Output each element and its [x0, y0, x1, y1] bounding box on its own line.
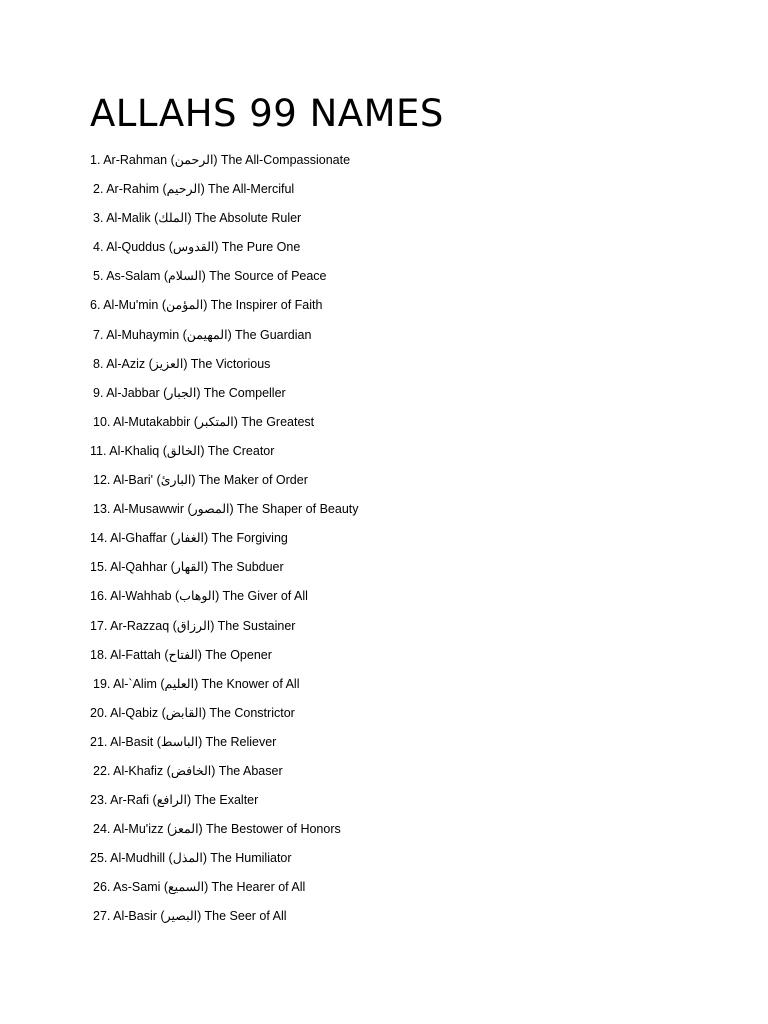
list-item: 19. Al-`Alim (العليم) The Knower of All	[93, 676, 300, 691]
list-item: 1. Ar-Rahman (الرحمن) The All-Compassionate	[90, 153, 351, 167]
list-item: 4. Al-Quddus (القدوس) The Pure One	[93, 240, 301, 255]
list-item: 23. Ar-Rafi (الرافع) The Exalter	[90, 793, 259, 808]
list-item: 26. As-Sami (السميع) The Hearer of All	[93, 880, 306, 895]
list-item: 17. Ar-Razzaq (الرزاق) The Sustainer	[90, 618, 296, 633]
list-item: 20. Al-Qabiz (القابض) The Constrictor	[90, 705, 295, 720]
list-item: 11. Al-Khaliq (الخالق) The Creator	[90, 443, 275, 458]
list-item: 5. As-Salam (السلام) The Source of Peace	[93, 269, 327, 284]
list-item: 15. Al-Qahhar (القهار) The Subduer	[90, 560, 284, 575]
list-item: 12. Al-Bari' (البارئ) The Maker of Order	[93, 473, 308, 488]
list-item: 13. Al-Musawwir (المصور) The Shaper of Beauty	[93, 502, 359, 517]
list-item: 9. Al-Jabbar (الجبار) The Compeller	[93, 385, 286, 400]
list-item: 21. Al-Basit (الباسط) The Reliever	[90, 734, 277, 749]
page-title: ALLAHS 99 NAMES	[90, 92, 444, 135]
list-item: 8. Al-Aziz (العزيز) The Victorious	[93, 356, 271, 371]
list-item: 6. Al-Mu'min (المؤمن) The Inspirer of Faith	[90, 298, 323, 313]
list-item: 14. Al-Ghaffar (الغفار) The Forgiving	[90, 531, 288, 546]
list-item: 10. Al-Mutakabbir (المتكبر) The Greatest	[93, 414, 315, 429]
list-item: 16. Al-Wahhab (الوهاب) The Giver of All	[90, 589, 308, 604]
list-item: 18. Al-Fattah (الفتاح) The Opener	[90, 647, 272, 662]
list-item: 25. Al-Mudhill (المذل) The Humiliator	[90, 851, 292, 866]
list-item: 7. Al-Muhaymin (المهيمن) The Guardian	[93, 327, 312, 342]
list-item: 27. Al-Basir (البصير) The Seer of All	[93, 909, 287, 924]
names-list	[90, 150, 359, 936]
list-item: 3. Al-Malik (الملك) The Absolute Ruler	[93, 211, 302, 226]
list-item: 22. Al-Khafiz (الخافض) The Abaser	[93, 763, 283, 778]
list-item: 24. Al-Mu'izz (المعز) The Bestower of Honors	[93, 822, 341, 837]
list-item: 2. Ar-Rahim (الرحيم) The All-Merciful	[93, 182, 295, 197]
